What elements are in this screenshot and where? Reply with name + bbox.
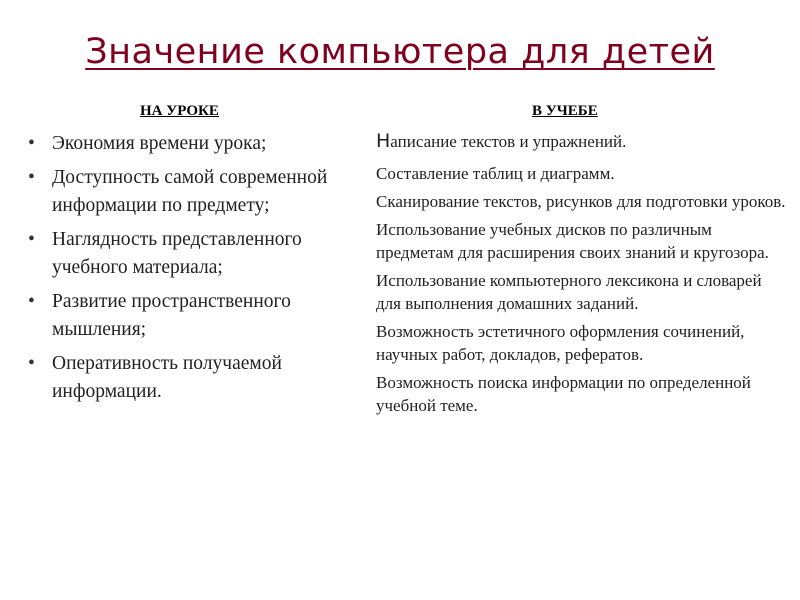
list-item: • Экономия времени урока; [28,130,358,158]
list-item [376,130,786,153]
list-item: • Доступность самой современной информации по предмету; [28,164,358,220]
right-column-list [376,130,786,422]
left-column-list [28,130,358,412]
list-item-initial: Н [376,130,391,152]
slide-title: Значение компьютера для детей [85,32,715,72]
list-item: Составление таблиц и диаграмм. [376,164,615,183]
list-item: • Наглядность представленного учебного материала; [28,226,358,282]
list-item: Использование компьютерного лексикона и словарей для выполнения домашних заданий. [376,271,762,313]
list-item: Сканирование текстов, рисунков для подготовки уроков. [376,192,786,211]
right-column-heading: В УЧЕБЕ [532,103,598,119]
list-item: Возможность поиска информации по определенной учебной теме. [376,373,751,415]
list-item: • Оперативность получаемой информации. [28,350,358,406]
list-item: • Развитие пространственного мышления; [28,288,358,344]
list-item-text: аписание текстов и упражнений. [390,132,627,151]
left-column-heading: НА УРОКЕ [140,103,219,119]
list-item: Использование учебных дисков по различным предметам для расширения своих знаний и кругозора. [376,220,769,262]
list-item: Возможность эстетичного оформления сочинений, научных работ, докладов, рефератов. [376,322,745,364]
